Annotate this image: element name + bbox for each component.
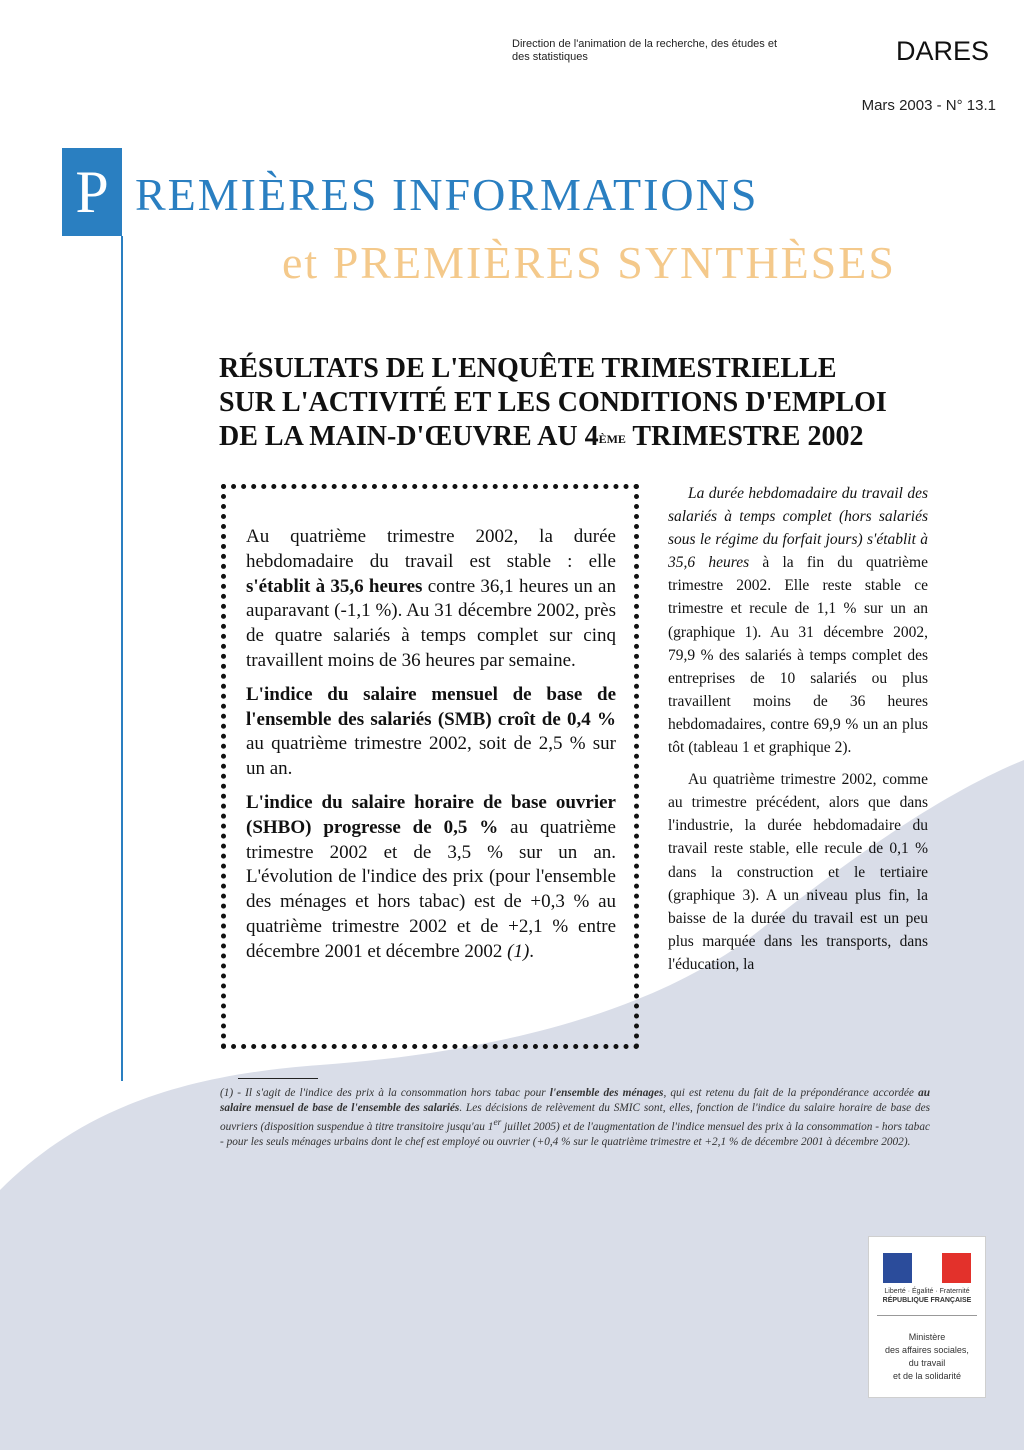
footnote: (1) - Il s'agit de l'indice des prix à la consommation hors tabac pour l'ensemble des ménages, qui est retenu du fait de la prépondérance accordée au salaire mensuel de base de l'ensemble des salariés. Les décisions de relèvement du SMIC sont, elles, fonction de l'indice du salaire horaire de base des ouvriers (disposition suspendue à titre transitoire jusqu'au 1er juillet 2005) et de l'augmentation de l'indice mensuel des prix à la consommation - hors tabac - pour les seuls ménages urbains dont le chef est employé ou ouvrier (+0,4 % sur le quatrième trimestre et +2,1 % de décembre 2001 à décembre 2002). xyxy=(220,1087,931,1149)
series-initial-badge: P xyxy=(62,148,122,236)
article-title-line3: DE LA MAIN-D'ŒUVRE AU 4ÈME TRIMESTRE 2002 xyxy=(219,421,864,452)
series-title-line1: REMIÈRES INFORMATIONS xyxy=(135,169,759,220)
article-title-line2: SUR L'ACTIVITÉ ET LES CONDITIONS D'EMPLOI xyxy=(219,387,887,418)
body-paragraph-2: Au quatrième trimestre 2002, comme au trimestre précédent, alors que dans l'industrie, la durée hebdomadaire du travail reste stable, elle recule de 0,1 % dans la construction et le tertiaire (graphique 3). A un niveau plus fin, la baisse de la durée du travail est un peu plus marquée dans les transports, dans l'éducation, la xyxy=(668,771,928,973)
issue-number: Mars 2003 - N° 13.1 xyxy=(861,97,996,114)
logo-divider xyxy=(877,1315,977,1316)
summary-box xyxy=(221,484,639,1049)
footnote-reference: (1) xyxy=(507,940,530,962)
org-name: DARES xyxy=(896,36,990,66)
footnote-divider xyxy=(238,1078,318,1079)
republic-motto: Liberté · Égalité · Fraternité RÉPUBLIQUE FRANÇAISE xyxy=(882,1288,972,1304)
summary-paragraph-hours: Au quatrième trimestre 2002, la durée hebdomadaire du travail est stable : elle s'établit à 35,6 heures contre 36,1 heures un an auparavant (-1,1 %). Au 31 décembre 2002, près de quatre salariés à temps complet sur cinq travaillent moins de 36 heures par semaine. xyxy=(246,526,616,671)
summary-paragraph-shbo: L'indice du salaire horaire de base ouvrier (SHBO) progresse de 0,5 % au quatrième trimestre 2002 et de 3,5 % sur un an. L'évolution de l'indice des prix (pour l'ensemble des ménages et hors tabac) est de +0,3 % au quatrième trimestre 2002 et de +2,1 % entre décembre 2001 et décembre 2002 (1). xyxy=(246,791,616,962)
article-title xyxy=(219,352,979,454)
article-title-line1: RÉSULTATS DE L'ENQUÊTE TRIMESTRIELLE xyxy=(219,353,837,384)
ministry-name: Ministère des affaires sociales, du travail et de la solidarité xyxy=(885,1332,969,1381)
body-column xyxy=(668,482,928,976)
ministry-logo xyxy=(868,1236,986,1398)
vertical-accent-line xyxy=(121,236,123,1081)
summary-paragraph-smb: L'indice du salaire mensuel de base de l'ensemble des salariés (SMB) croît de 0,4 % au quatrième trimestre 2002, soit de 2,5 % sur un an. xyxy=(246,683,616,780)
body-paragraph-1: La durée hebdomadaire du travail des salariés à temps complet (hors salariés sous le régime du forfait jours) s'établit à 35,6 heures à la fin du quatrième trimestre 2002. Elle reste stable ce trimestre et recule de 1,1 % sur un an (graphique 1). Au 31 décembre 2002, 79,9 % des salariés à temps complet des entreprises de 10 salariés ou plus travaillent moins de 36 heures hebdomadaires, contre 69,9 % un an plus tôt (tableau 1 et graphique 2). xyxy=(668,485,928,757)
department-name: Direction de l'animation de la recherche, des études et des statistiques xyxy=(512,38,778,63)
french-flag-icon xyxy=(883,1253,971,1283)
series-title-line2: et PREMIÈRES SYNTHÈSES xyxy=(282,237,896,288)
